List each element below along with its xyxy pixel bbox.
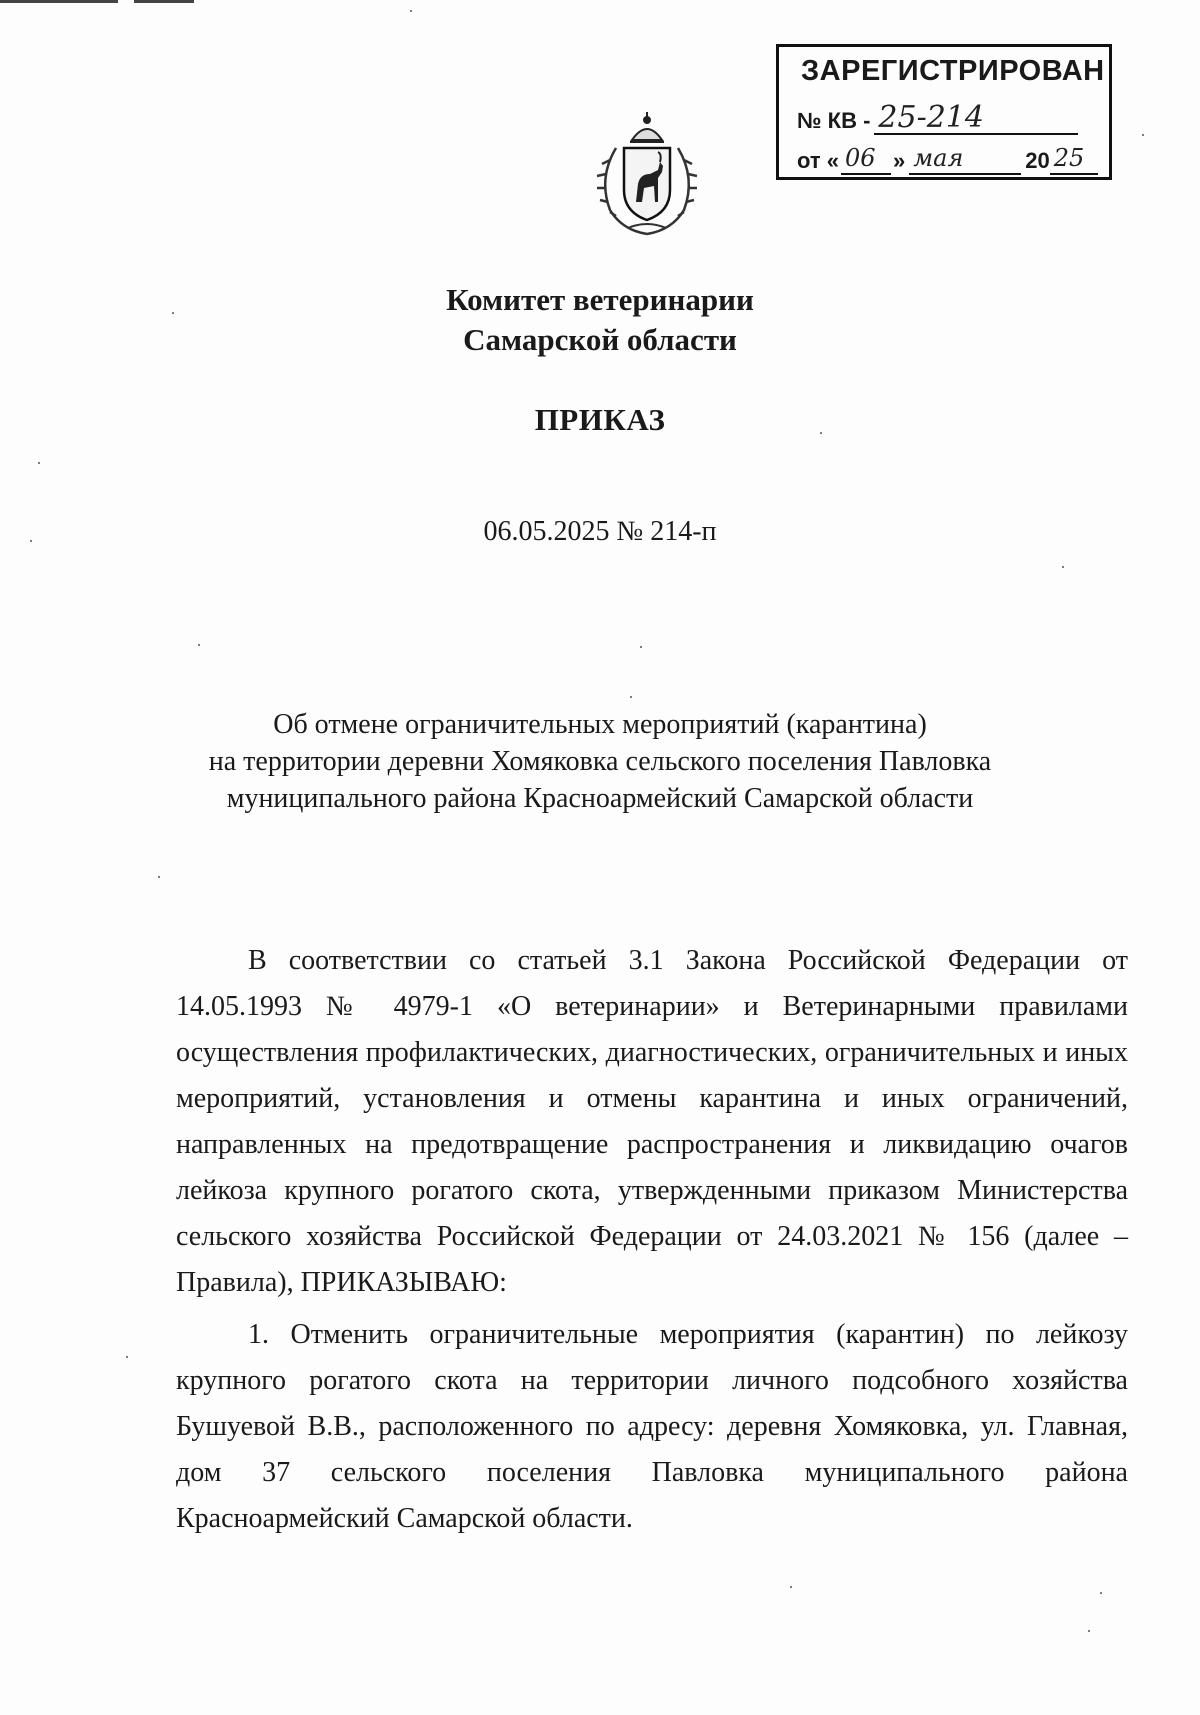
- scan-speck: [1062, 566, 1064, 568]
- stamp-date-year-suffix: 25: [1050, 143, 1098, 175]
- scan-speck: [126, 1356, 128, 1358]
- scan-edge-mark: [134, 0, 194, 3]
- scan-speck: [1142, 134, 1144, 136]
- order-item-1: 1. Отменить ограничительные мероприятия (карантин) по лейкозу крупного рогатого скота на территории личного подсобного хозяйства Бушуевой В.В., расположенного по адресу: деревня Хомяковка, ул. Главная, дом 37 сельского поселения Павловка муниципального района Красноармейский Самарской области.: [176, 1319, 1128, 1534]
- subject-line: на территории деревни Хомяковка сельского поселения Павловка: [208, 746, 992, 777]
- stamp-number-label: № КВ -: [797, 108, 871, 133]
- scan-edge-mark: [0, 0, 118, 3]
- preamble-paragraph: В соответствии со статьей 3.1 Закона Российской Федерации от 14.05.1993 № 4979-1 «О ветеринарии» и Ветеринарными правилами осуществления профилактических, диагностических, ограничительных и иных мероприятий, установления и отмены карантина и иных ограничений, направленных на предотвращение распространения и ликвидацию очагов лейкоза крупного рогатого скота, утвержденными приказом Министерства сельского хозяйства Российской Федерации от 24.03.2021 № 156 (далее – Правила), ПРИКАЗЫВАЮ:: [176, 945, 1128, 1298]
- stamp-number-row: [797, 100, 1078, 135]
- stamp-date-row: [797, 143, 1098, 175]
- scan-speck: [158, 876, 160, 878]
- stamp-date-month: мая: [909, 143, 1021, 175]
- subject-line: Об отмене ограничительных мероприятий (карантина): [273, 709, 927, 740]
- stamp-date-year-prefix: 20: [1025, 148, 1050, 173]
- scan-speck: [630, 696, 632, 698]
- stamp-number-value: 25-214: [874, 103, 1078, 135]
- stamp-date-mid: »: [893, 148, 906, 173]
- scan-speck: [38, 462, 40, 464]
- samara-coat-of-arms-icon: [588, 108, 706, 238]
- registration-stamp: [776, 44, 1112, 180]
- stamp-date-day: 06: [841, 143, 891, 175]
- document-type-title: ПРИКАЗ: [534, 402, 666, 437]
- scan-speck: [790, 1586, 792, 1588]
- scan-speck: [640, 646, 642, 648]
- scan-speck: [198, 644, 200, 646]
- stamp-date-prefix: от «: [797, 148, 840, 173]
- subject-line: муниципального района Красноармейский Самарской области: [226, 783, 974, 814]
- scan-speck: [1088, 1630, 1090, 1632]
- org-name-line2: Самарской области: [463, 322, 737, 357]
- order-date-number: 06.05.2025 № 214-п: [483, 516, 717, 547]
- stamp-title: ЗАРЕГИСТРИРОВАН: [801, 55, 1105, 87]
- org-name-line1: Комитет ветеринарии: [446, 282, 754, 317]
- scan-speck: [1100, 1592, 1102, 1594]
- order-body: [176, 938, 1128, 1548]
- scan-speck: [410, 10, 412, 12]
- order-subject: [0, 706, 1200, 817]
